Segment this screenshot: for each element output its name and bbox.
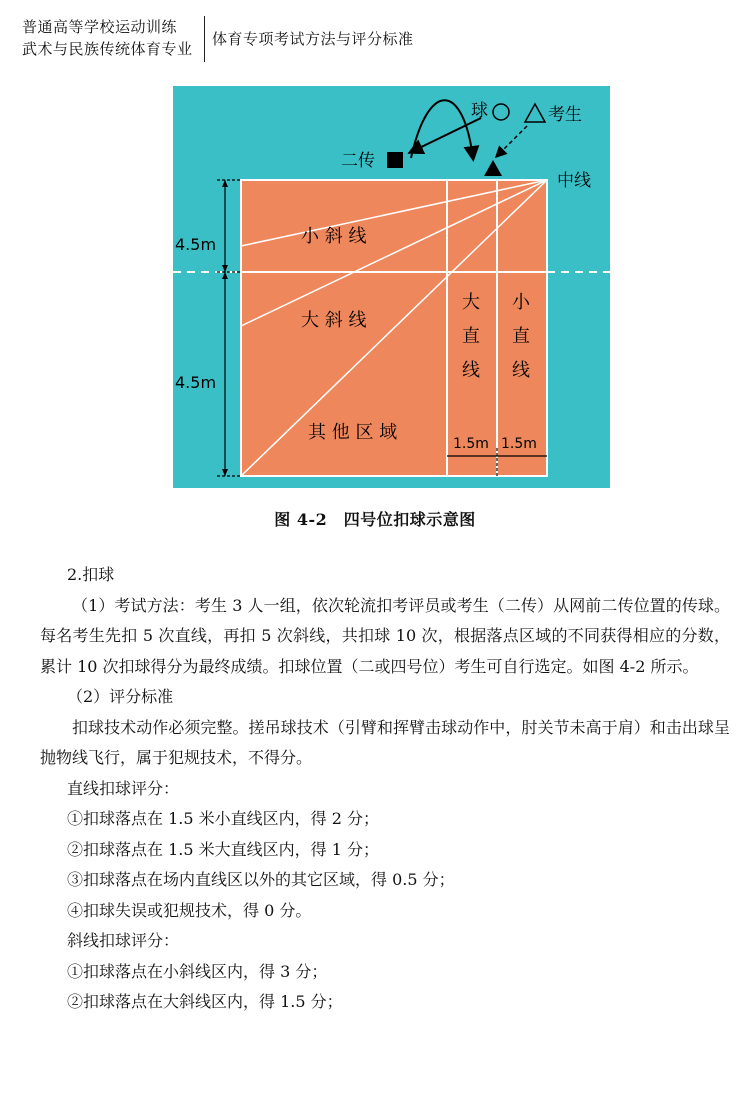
label-small-straight-1: 小: [512, 292, 530, 313]
body-text: [40, 560, 730, 1018]
straight-scoring-title: 直线扣球评分：: [67, 778, 180, 798]
setter-square: [387, 152, 403, 168]
label-big-diagonal: 大 斜 线: [301, 310, 367, 331]
diagonal-scoring-title: 斜线扣球评分：: [67, 931, 180, 950]
item1-paragraph: （1）考试方法：考生 3 人一组，依次轮流扣考评员或考生（二传）从网前二传位置的传球。每名考生先扣 5 次直线，再扣 5 次斜线，共扣球 10 次，根据落点区域的不同获得相应的分数，累计 10 次扣球得分为最终成绩。扣球位置（二或四号位）考生可自行选定。如图 4-2 所示。: [40, 595, 730, 676]
label-examinee: 考生: [548, 105, 582, 125]
header-left-line2: 武术与民族传统体育专业: [22, 40, 193, 58]
label-small-straight-2: 直: [512, 326, 530, 347]
straight-rule-3: ③扣球落点在场内直线区以外的其它区域，得 0.5 分；: [67, 870, 455, 889]
label-dim-w2: 1.5m: [501, 436, 537, 452]
header-right: 体育专项考试方法与评分标准: [212, 30, 414, 48]
rule-paragraph: 扣球技术动作必须完整。搓吊球技术（引臂和挥臂击球动作中，肘关节未高于肩）和击出球呈抛物线飞行，属于犯规技术，不得分。: [40, 717, 730, 767]
label-dim-upper: 4.5m: [175, 235, 217, 254]
label-center-line: 中线: [557, 171, 591, 191]
label-ball: 球: [471, 101, 488, 121]
diagonal-rule-2: ②扣球落点在大斜线区内，得 1.5 分；: [67, 992, 343, 1011]
label-big-straight-1: 大: [462, 292, 480, 313]
label-dim-w1: 1.5m: [453, 436, 489, 452]
label-other-area: 其 他 区 域: [308, 422, 398, 443]
label-big-straight-3: 线: [462, 360, 480, 381]
label-big-straight-2: 直: [462, 326, 480, 347]
straight-rule-1: ①扣球落点在 1.5 米小直线区内，得 2 分；: [67, 809, 379, 828]
label-setter: 二传: [341, 151, 375, 171]
spike-diagram: [173, 86, 610, 488]
label-small-diagonal: 小 斜 线: [301, 226, 367, 247]
label-small-straight-3: 线: [512, 360, 530, 381]
figure-caption: 图 4-2 四号位扣球示意图: [274, 510, 476, 529]
header-divider: [204, 16, 205, 62]
straight-rule-2: ②扣球落点在 1.5 米大直线区内，得 1 分；: [67, 839, 379, 859]
diagonal-rule-1: ①扣球落点在小斜线区内，得 3 分；: [67, 961, 328, 981]
section-title: 2.扣球: [67, 565, 115, 584]
page-header: [0, 0, 750, 70]
straight-rule-4: ④扣球失误或犯规技术，得 0 分。: [67, 900, 312, 920]
item2-heading: （2）评分标准: [67, 687, 174, 706]
label-dim-lower: 4.5m: [175, 373, 217, 392]
spike-diagram-svg: [173, 86, 610, 488]
header-left-line1: 普通高等学校运动训练: [22, 18, 178, 36]
header-left: [22, 16, 202, 60]
